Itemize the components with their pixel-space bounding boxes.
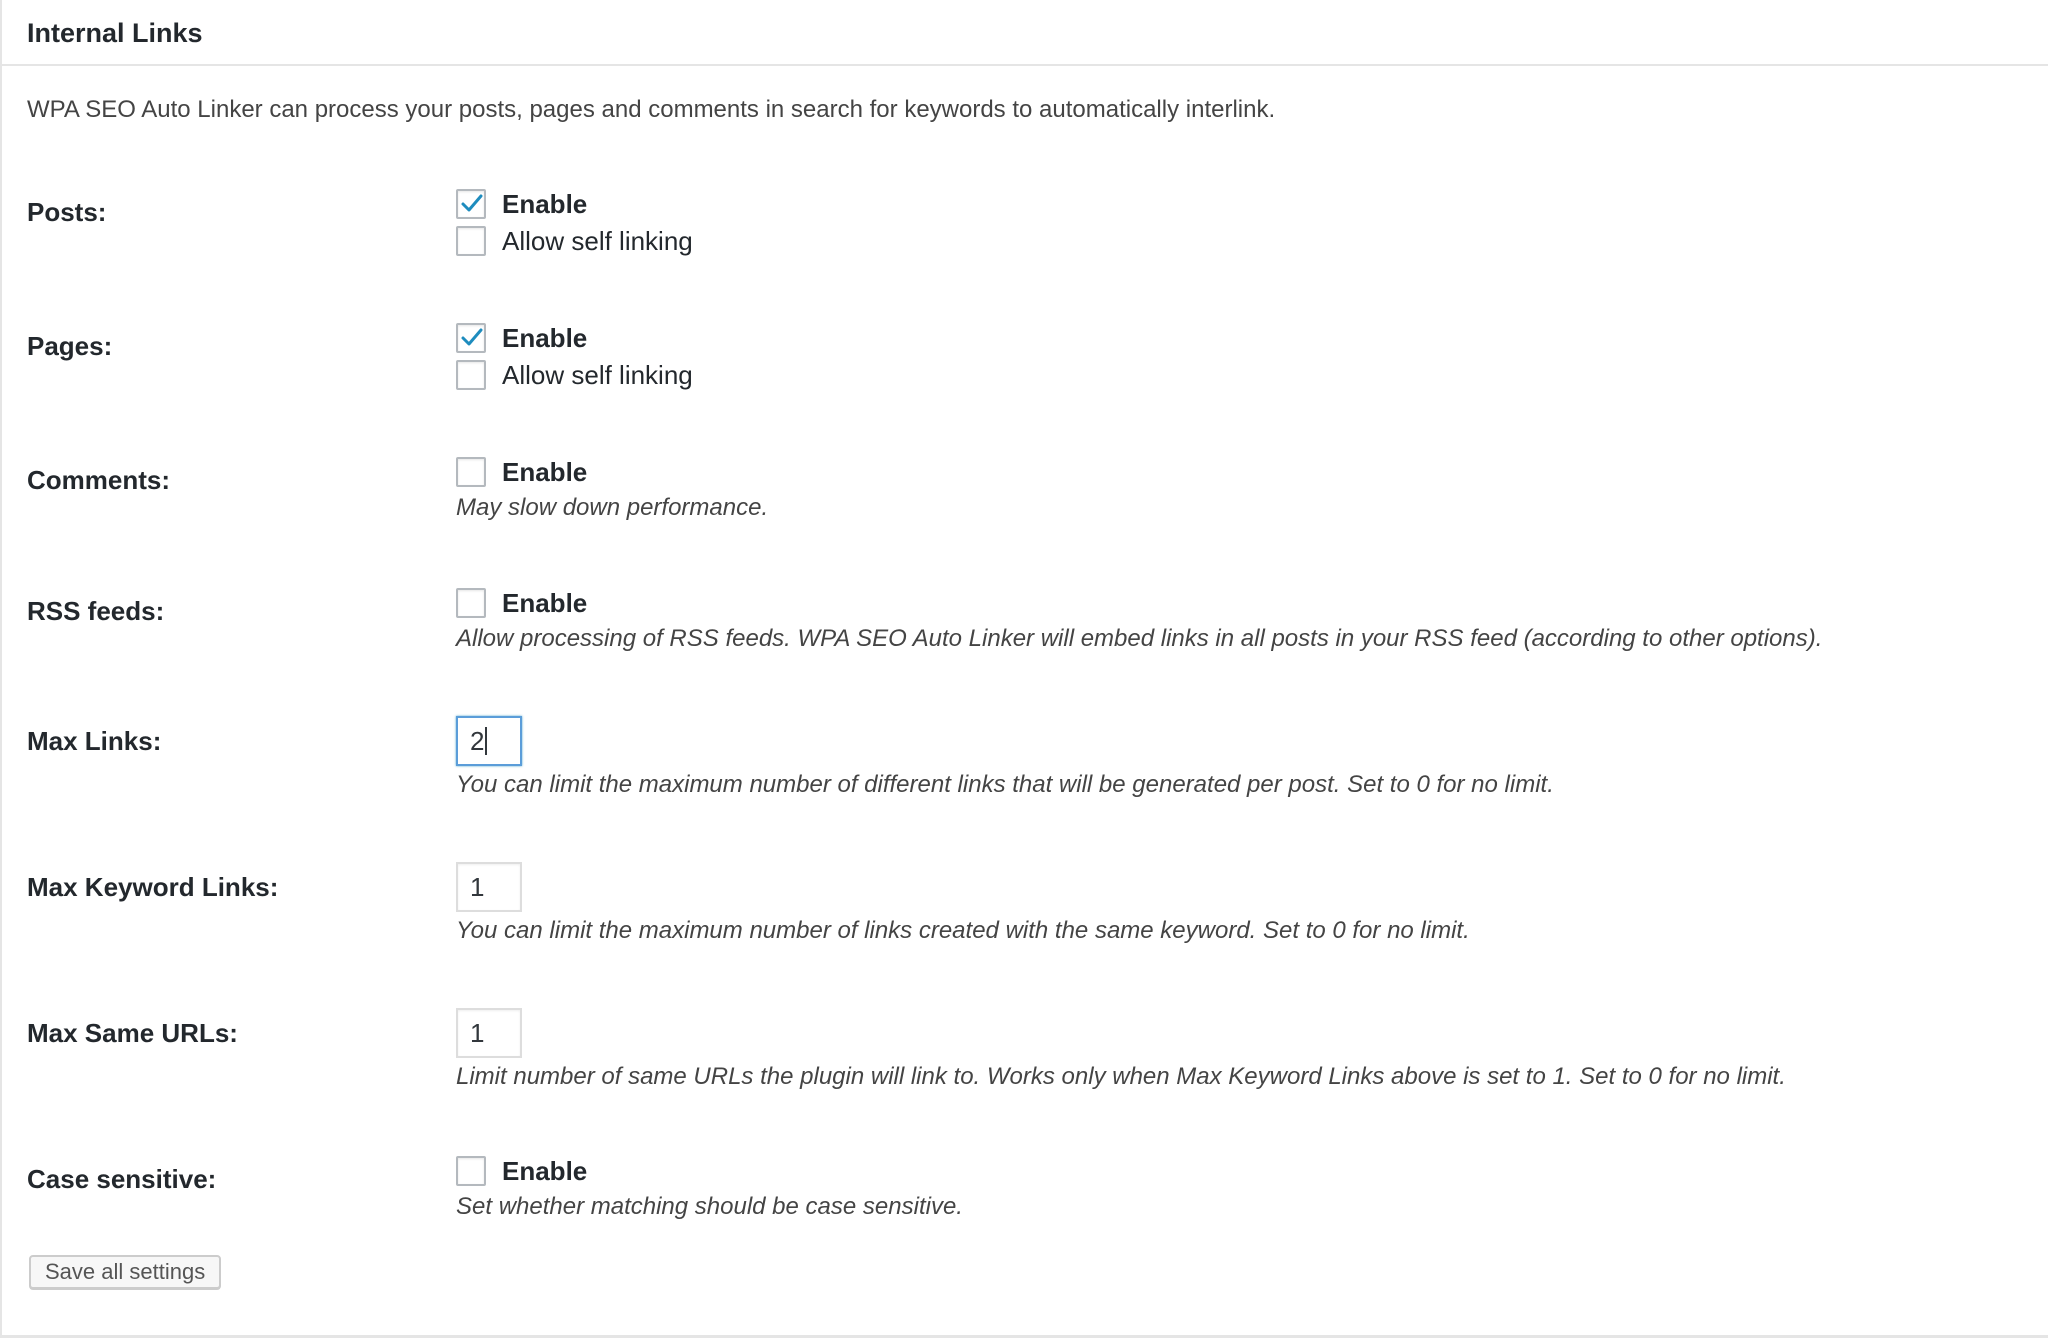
max-keyword-links-description: You can limit the maximum number of links created with the same keyword. Set to 0 for no limit. [456, 917, 1470, 944]
posts-enable-label: Enable [502, 189, 588, 219]
rss-enable-label: Enable [502, 588, 588, 618]
pages-self-linking-checkbox[interactable] [456, 360, 486, 390]
posts-enable-checkbox[interactable] [456, 189, 486, 219]
comments-label: Comments: [27, 465, 171, 495]
panel-title: Internal Links [27, 18, 203, 48]
case-sensitive-description: Set whether matching should be case sensitive. [456, 1193, 963, 1220]
max-same-urls-description: Limit number of same URLs the plugin will link to. Works only when Max Keyword Links above is set to 1. Set to 0 for no limit. [456, 1063, 1786, 1090]
pages-label: Pages: [27, 331, 113, 361]
max-keyword-links-label: Max Keyword Links: [27, 872, 279, 902]
max-same-urls-label: Max Same URLs: [27, 1018, 238, 1048]
comments-enable-checkbox[interactable] [456, 457, 486, 487]
comments-enable-option[interactable] [456, 456, 587, 488]
text-caret [485, 727, 487, 755]
pages-enable-checkbox[interactable] [456, 323, 486, 353]
max-links-description: You can limit the maximum number of different links that will be generated per post. Set to 0 for no limit. [456, 771, 1554, 798]
max-links-input[interactable] [456, 716, 522, 766]
pages-enable-option[interactable] [456, 322, 587, 354]
max-same-urls-value: 1 [470, 1017, 485, 1048]
save-all-settings-button[interactable]: Save all settings [29, 1255, 221, 1289]
posts-self-linking-option[interactable] [456, 225, 693, 257]
posts-self-linking-checkbox[interactable] [456, 226, 486, 256]
pages-self-linking-label: Allow self linking [502, 360, 693, 390]
posts-self-linking-label: Allow self linking [502, 226, 693, 256]
rss-enable-option[interactable] [456, 587, 587, 619]
max-keyword-links-value: 1 [470, 871, 485, 902]
max-links-label: Max Links: [27, 726, 162, 756]
posts-label: Posts: [27, 197, 107, 227]
posts-enable-option[interactable] [456, 188, 587, 220]
case-sensitive-enable-checkbox[interactable] [456, 1156, 486, 1186]
case-sensitive-label: Case sensitive: [27, 1164, 217, 1194]
rss-enable-checkbox[interactable] [456, 588, 486, 618]
case-sensitive-enable-option[interactable] [456, 1155, 587, 1187]
pages-self-linking-option[interactable] [456, 359, 693, 391]
max-keyword-links-input[interactable] [456, 862, 522, 912]
checkmark-icon [460, 192, 484, 216]
comments-description: May slow down performance. [456, 494, 769, 521]
rss-feeds-label: RSS feeds: [27, 596, 165, 626]
case-sensitive-enable-label: Enable [502, 1156, 588, 1186]
panel-header [2, 0, 2048, 66]
pages-enable-label: Enable [502, 323, 588, 353]
checkmark-icon [460, 326, 484, 350]
panel-intro: WPA SEO Auto Linker can process your posts, pages and comments in search for keywords to automatically interlink. [27, 96, 1276, 123]
comments-enable-label: Enable [502, 457, 588, 487]
max-same-urls-input[interactable] [456, 1008, 522, 1058]
rss-description: Allow processing of RSS feeds. WPA SEO Auto Linker will embed links in all posts in your RSS feed (according to other options). [456, 625, 1823, 652]
max-links-value: 2 [470, 725, 485, 756]
